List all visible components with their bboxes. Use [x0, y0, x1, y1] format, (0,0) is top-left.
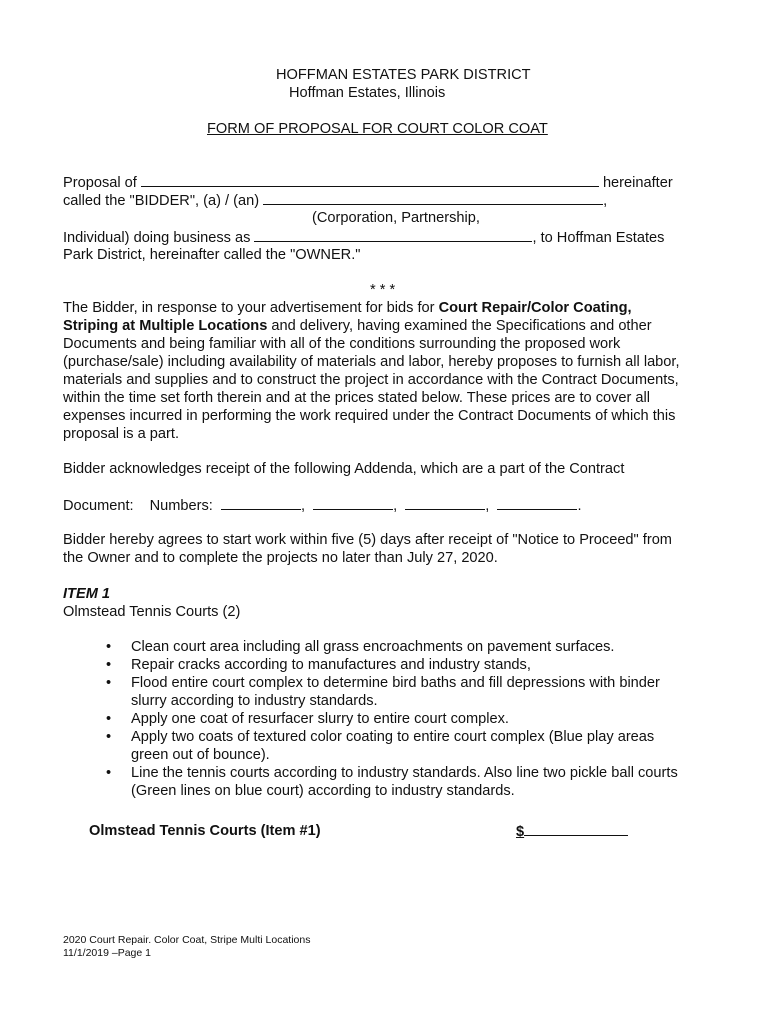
- dollar-sign: $: [516, 824, 525, 840]
- item-scope-list: [100, 638, 720, 800]
- paragraph-line: materials and supplies and to construct the project in accordance with the Contract Documents,: [63, 372, 679, 388]
- proposal-of-label: Proposal of: [63, 175, 141, 191]
- addendum-number-field-4[interactable]: [497, 496, 577, 510]
- list-item-text: Repair cracks according to manufactures and industry stands,: [131, 657, 531, 673]
- paragraph-line: within the time set forth therein and at the prices stated below. These prices are to cover all: [63, 390, 651, 406]
- paragraph-line: [63, 299, 713, 317]
- list-item-text: slurry according to industry standards.: [131, 693, 378, 709]
- bullet-icon: •: [106, 729, 112, 745]
- addendum-number-field-1[interactable]: [221, 496, 301, 510]
- paragraph-line: (purchase/sale) including availability of materials and labor, hereby proposes to furnish all labor,: [63, 354, 680, 370]
- paragraph-line: proposal is a part.: [63, 426, 180, 442]
- paragraph-line: [63, 317, 713, 335]
- paragraph-text: The Bidder, in response to your advertisement for bids for: [63, 300, 439, 316]
- list-item: [100, 638, 720, 656]
- proposal-line-2: [63, 191, 607, 210]
- doing-business-label: Individual) doing business as: [63, 230, 255, 246]
- bidder-type-field[interactable]: [263, 191, 603, 205]
- paragraph-text: and delivery, having examined the Specifications and other: [267, 318, 652, 334]
- list-item-text: Apply one coat of resurfacer slurry to entire court complex.: [131, 711, 509, 727]
- hereinafter-label: hereinafter: [598, 175, 673, 191]
- list-item: [100, 764, 720, 800]
- start-work-line-1: Bidder hereby agrees to start work within five (5) days after receipt of "Notice to Proceed" from: [63, 532, 672, 548]
- footer-document-name: 2020 Court Repair. Color Coat, Stripe Multi Locations: [63, 934, 311, 946]
- bullet-icon: •: [106, 657, 112, 673]
- comma-text: ,: [603, 193, 608, 209]
- addenda-statement: Bidder acknowledges receipt of the following Addenda, which are a part of the Contract: [63, 461, 625, 477]
- numbers-label: Numbers:: [149, 498, 213, 514]
- bidder-response-paragraph: [63, 299, 713, 443]
- district-name: HOFFMAN ESTATES PARK DISTRICT: [276, 67, 531, 83]
- section-separator: * * *: [370, 282, 396, 298]
- item-subtitle: Olmstead Tennis Courts (2): [63, 604, 241, 620]
- entity-type-hint: (Corporation, Partnership,: [312, 210, 480, 226]
- addendum-number-field-2[interactable]: [313, 496, 393, 510]
- project-name-bold: Court Repair/Color Coating,: [438, 300, 632, 316]
- dba-field[interactable]: [254, 228, 532, 242]
- document-label: Document:: [63, 498, 134, 514]
- list-item-text: Apply two coats of textured color coating to entire court complex (Blue play areas: [131, 729, 655, 745]
- to-owner-label: , to Hoffman Estates: [532, 230, 665, 246]
- list-item-text: (Green lines on blue court) according to industry standards.: [131, 783, 515, 799]
- paragraph-line: Documents and being familiar with all of the conditions surrounding the proposed work: [63, 336, 621, 352]
- item-total-amount: [516, 822, 628, 841]
- item-total-label: Olmstead Tennis Courts (Item #1): [89, 823, 321, 839]
- list-item-text: Line the tennis courts according to industry standards. Also line two pickle ball courts: [131, 765, 678, 781]
- proposal-line-4: [63, 228, 664, 247]
- bidder-called-label: called the "BIDDER", (a) / (an): [63, 193, 264, 209]
- list-item: [100, 710, 720, 728]
- form-title: FORM OF PROPOSAL FOR COURT COLOR COAT: [207, 121, 548, 137]
- footer-date-page: 11/1/2019 –Page 1: [63, 947, 151, 959]
- page-footer: [63, 934, 310, 960]
- proposal-line-1: [63, 173, 673, 192]
- paragraph-line: expenses incurred in performing the work required under the Contract Documents of which this: [63, 408, 676, 424]
- project-name-bold: Striping at Multiple Locations: [63, 318, 268, 334]
- start-work-line-2: the Owner and to complete the projects no later than July 27, 2020.: [63, 550, 498, 566]
- addendum-number-field-3[interactable]: [405, 496, 485, 510]
- bullet-icon: •: [106, 675, 112, 691]
- list-item-text: Flood entire court complex to determine bird baths and fill depressions with binder: [131, 675, 660, 691]
- list-item: [100, 674, 720, 710]
- bullet-icon: •: [106, 711, 112, 727]
- district-location: Hoffman Estates, Illinois: [289, 85, 446, 101]
- item-total-field[interactable]: [524, 822, 628, 836]
- list-item: [100, 728, 720, 764]
- proposal-line-5: Park District, hereinafter called the "OWNER.": [63, 247, 361, 263]
- addenda-numbers-line: Document: Numbers: , , , .: [63, 498, 582, 514]
- list-item-text: green out of bounce).: [131, 747, 270, 763]
- bullet-icon: •: [106, 765, 112, 781]
- bidder-name-field[interactable]: [141, 173, 599, 187]
- item-heading: ITEM 1: [63, 586, 111, 602]
- list-item: [100, 656, 720, 674]
- list-item-text: Clean court area including all grass encroachments on pavement surfaces.: [131, 639, 615, 655]
- bullet-icon: •: [106, 639, 112, 655]
